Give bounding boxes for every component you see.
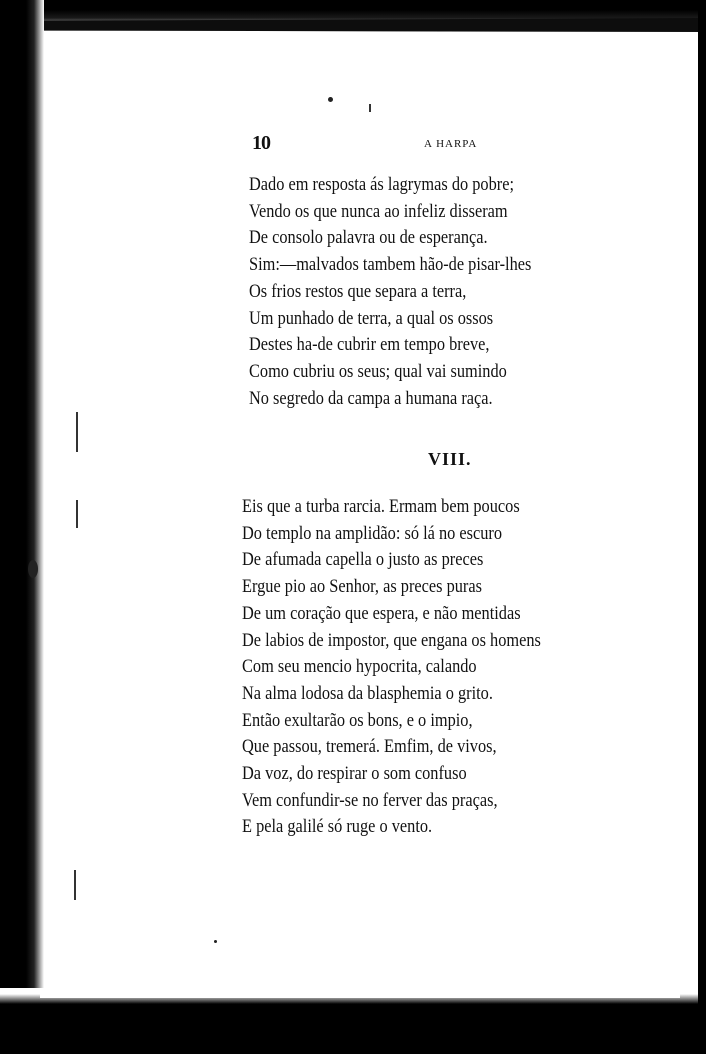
verse-line: Com seu mencio hypocrita, calando — [242, 656, 477, 678]
verse-line: Ergue pio ao Senhor, as preces puras — [242, 576, 482, 598]
scan-right-edge — [698, 0, 706, 1054]
scan-speck — [28, 560, 38, 578]
verse-line: Do templo na amplidão: só lá no escuro — [242, 522, 503, 544]
scan-mark — [74, 870, 76, 900]
scan-bottom-stripe — [40, 994, 680, 998]
scan-speck — [328, 97, 333, 102]
page-number: 10 — [252, 132, 270, 154]
verse-line: Como cubriu os seus; qual vai sumindo — [249, 360, 507, 382]
verse-line: De consolo palavra ou de esperança. — [249, 227, 488, 249]
verse-line: E pela galilé só ruge o vento. — [242, 816, 433, 838]
verse-line: Sim:—malvados tambem hão-de pisar-lhes — [249, 254, 532, 276]
verse-line: De um coração que espera, e não mentidas — [242, 602, 521, 624]
scan-speck — [214, 940, 217, 943]
verse-line: Dado em resposta ás lagrymas do pobre; — [249, 174, 515, 195]
verse-line: Vem confundir-se no ferver das praças, — [242, 789, 498, 811]
stanza-2 — [242, 494, 541, 841]
verse-line: Eis que a turba rarcia. Ermam bem poucos — [242, 496, 520, 517]
verse-line: Destes ha-de cubrir em tempo breve, — [249, 334, 490, 356]
running-title: A HARPA — [424, 138, 478, 150]
verse-line: Que passou, tremerá. Emfim, de vivos, — [242, 736, 497, 758]
verse-line: Um punhado de terra, a qual os ossos — [249, 307, 494, 329]
verse-line: De labios de impostor, que engana os homens — [242, 629, 541, 651]
verse-line: No segredo da campa a humana raça. — [249, 387, 493, 409]
page-header — [248, 132, 628, 158]
scan-mark — [76, 412, 78, 452]
stanza-1 — [249, 172, 531, 412]
scan-left-edge — [0, 0, 44, 1054]
verse-line: Vendo os que nunca ao infeliz disseram — [249, 200, 508, 222]
scan-mark — [369, 104, 371, 112]
verse-line: Os frios restos que separa a terra, — [249, 280, 467, 302]
verse-line: Da voz, do respirar o som confuso — [242, 763, 467, 785]
verse-line: De afumada capella o justo as preces — [242, 549, 484, 571]
scan-mark — [76, 500, 78, 528]
verse-line: Então exultarão os bons, e o impio, — [242, 709, 473, 731]
verse-line: Na alma lodosa da blasphemia o grito. — [242, 682, 493, 704]
section-heading: VIII. — [428, 449, 472, 469]
